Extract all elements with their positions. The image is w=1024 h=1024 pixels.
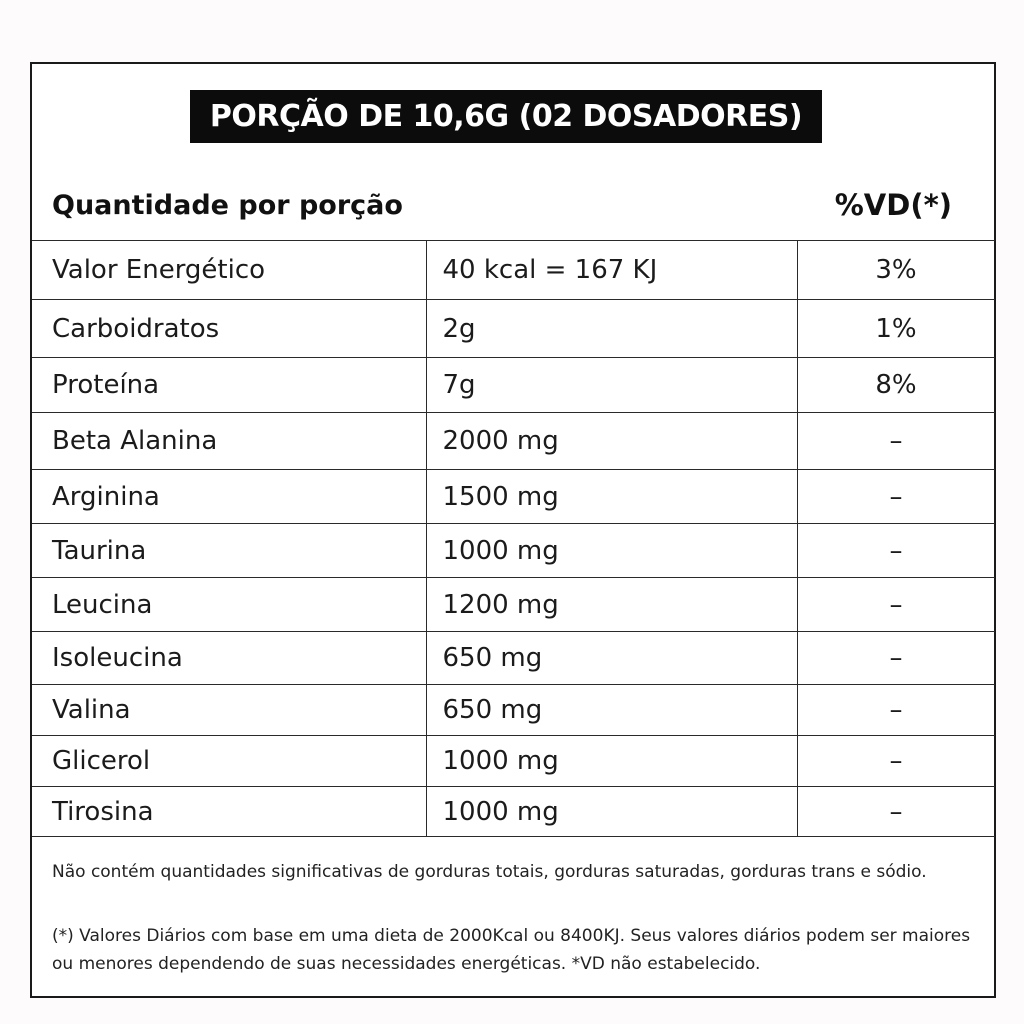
nutrient-amount: 1500 mg [426,470,797,524]
nutrient-name: Valina [32,685,426,736]
nutrient-daily-value: – [797,787,995,837]
daily-value-heading: %VD(*) [834,188,952,222]
table-row [32,413,995,470]
nutrient-amount: 1200 mg [426,578,797,632]
table-row [32,578,995,632]
nutrient-daily-value: – [797,685,995,736]
table-row [32,632,995,685]
table-row [32,787,995,837]
serving-size-title: PORÇÃO DE 10,6G (02 DOSADORES) [190,90,822,143]
nutrient-daily-value: 8% [797,358,995,413]
nutrient-daily-value: – [797,524,995,578]
nutrient-name: Tirosina [32,787,426,837]
table-row [32,685,995,736]
table-row [32,470,995,524]
nutrient-amount: 1000 mg [426,524,797,578]
nutrient-daily-value: – [797,413,995,470]
nutrient-name: Isoleucina [32,632,426,685]
nutrient-name: Leucina [32,578,426,632]
nutrient-amount: 2000 mg [426,413,797,470]
footnote-daily-values: (*) Valores Diários com base em uma dieta de 2000Kcal ou 8400KJ. Seus valores diários podem ser maiores ou menores dependendo de suas necessidades energéticas. *VD não estabelecido. [52,926,971,974]
table-row [32,241,995,300]
quantity-per-serving-heading: Quantidade por porção [52,190,403,221]
table-row [32,736,995,787]
nutrient-amount: 2g [426,300,797,358]
footnote-insignificant-amounts: Não contém quantidades significativas de gorduras totais, gorduras saturadas, gorduras trans e sódio. [52,862,927,882]
nutrient-amount: 7g [426,358,797,413]
nutrient-daily-value: – [797,736,995,787]
nutrition-facts-label [30,62,996,998]
table-row [32,524,995,578]
nutrient-daily-value: – [797,578,995,632]
column-header-row [32,172,994,240]
nutrient-name: Carboidratos [32,300,426,358]
nutrient-name: Proteína [32,358,426,413]
table-row [32,358,995,413]
nutrient-name: Valor Energético [32,241,426,300]
nutrient-name: Arginina [32,470,426,524]
nutrient-amount: 1000 mg [426,787,797,837]
nutrient-name: Glicerol [32,736,426,787]
nutrient-daily-value: 1% [797,300,995,358]
nutrient-daily-value: – [797,632,995,685]
nutrient-name: Taurina [32,524,426,578]
nutrient-amount: 650 mg [426,632,797,685]
nutrient-daily-value: – [797,470,995,524]
nutrient-amount: 40 kcal = 167 KJ [426,241,797,300]
nutrient-daily-value: 3% [797,241,995,300]
nutrient-table [32,240,995,837]
nutrient-name: Beta Alanina [32,413,426,470]
table-row [32,300,995,358]
nutrient-amount: 1000 mg [426,736,797,787]
nutrient-amount: 650 mg [426,685,797,736]
